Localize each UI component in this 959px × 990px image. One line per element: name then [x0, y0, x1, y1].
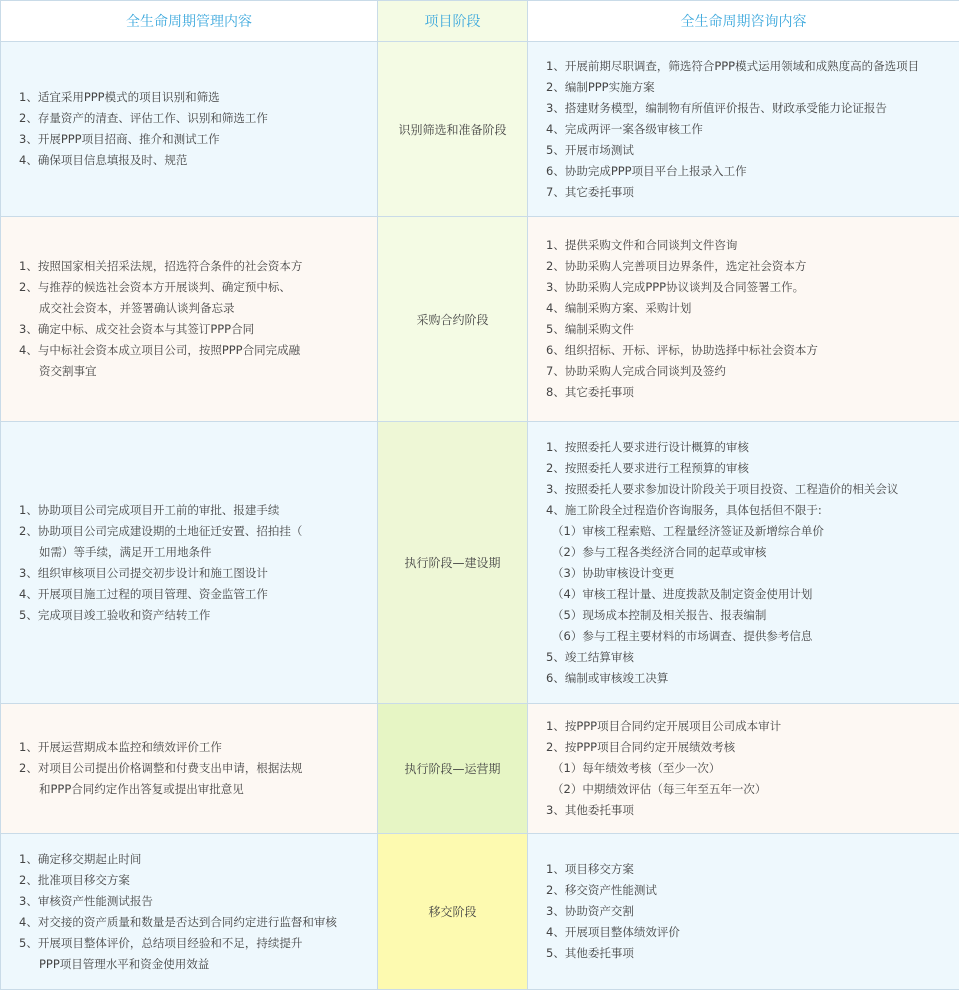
phase-cell: 执行阶段—建设期 [378, 422, 528, 704]
consulting-cell [528, 42, 959, 217]
list-item-text: 4、开展项目施工过程的项目管理、资金监管工作 [19, 587, 268, 601]
list-item-text: 5、其他委托事项 [546, 946, 634, 960]
list-item-text: 1、协助项目公司完成项目开工前的审批、报建手续 [19, 503, 279, 517]
phase-cell: 移交阶段 [378, 834, 528, 990]
list-item-text: 1、开展前期尽职调查，筛选符合PPP模式运用领域和成熟度高的备选项目 [546, 59, 919, 73]
list-item [19, 319, 369, 340]
list-item-text: 6、编制或审核竣工决算 [546, 671, 668, 685]
phase-cell: 采购合约阶段 [378, 217, 528, 422]
header-row [1, 1, 959, 42]
list-item-text: 2、按照委托人要求进行工程预算的审核 [546, 461, 749, 475]
list-item [546, 382, 951, 403]
header-consulting-content: 全生命周期咨询内容 [528, 1, 959, 42]
list-item-text: 5、编制采购文件 [546, 322, 634, 336]
list-item [546, 182, 951, 203]
list-item [546, 943, 951, 964]
list-item [546, 859, 951, 880]
list-item-text: 3、搭建财务模型，编制物有所值评价报告、财政承受能力论证报告 [546, 101, 887, 115]
list-item-text: 2、协助项目公司完成建设期的土地征迁安置、招拍挂（ [19, 524, 302, 538]
consulting-cell [528, 217, 959, 422]
list-item [546, 437, 951, 458]
consulting-list [546, 235, 951, 403]
list-item [546, 458, 951, 479]
list-item-text: 1、确定移交期起止时间 [19, 852, 141, 866]
list-item-text: 3、协助资产交割 [546, 904, 634, 918]
list-item [546, 563, 951, 584]
list-item [546, 98, 951, 119]
management-cell [1, 422, 378, 704]
list-item [19, 108, 369, 129]
list-item-text: 4、完成两评一案各级审核工作 [546, 122, 703, 136]
list-item-text: 4、与中标社会资本成立项目公司，按照PPP合同完成融 [19, 343, 300, 357]
list-item [546, 256, 951, 277]
list-item-text: 1、提供采购文件和合同谈判文件咨询 [546, 238, 737, 252]
list-item-text: 4、编制采购方案、采购计划 [546, 301, 691, 315]
list-item [19, 129, 369, 150]
list-item [546, 880, 951, 901]
management-list [19, 256, 369, 382]
list-item-text: 5、开展项目整体评价，总结项目经验和不足，持续提升 [19, 936, 302, 950]
list-item [19, 758, 369, 800]
consulting-list [546, 437, 951, 689]
list-item [546, 277, 951, 298]
list-item [19, 87, 369, 108]
consulting-list [546, 716, 951, 821]
management-cell [1, 834, 378, 990]
list-item-continuation: 和PPP合同约定作出答复或提出审批意见 [19, 779, 369, 800]
list-item-text: 2、批准项目移交方案 [19, 873, 130, 887]
list-item-text: 5、开展市场测试 [546, 143, 634, 157]
list-item [546, 737, 951, 758]
consulting-list [546, 56, 951, 203]
list-item [546, 647, 951, 668]
list-item [546, 56, 951, 77]
phase-cell: 识别筛选和准备阶段 [378, 42, 528, 217]
consulting-cell [528, 704, 959, 834]
list-item [546, 140, 951, 161]
list-item-text: 3、确定中标、成交社会资本与其签订PPP合同 [19, 322, 254, 336]
list-item-text: 1、按PPP项目合同约定开展项目公司成本审计 [546, 719, 781, 733]
list-item [19, 891, 369, 912]
table-row [1, 42, 959, 217]
consulting-cell [528, 834, 959, 990]
management-list [19, 849, 369, 975]
management-list [19, 500, 369, 626]
list-item-text: 3、其他委托事项 [546, 803, 634, 817]
list-item [546, 901, 951, 922]
list-item-text: 3、协助采购人完成PPP协议谈判及合同签署工作。 [546, 280, 804, 294]
management-cell [1, 704, 378, 834]
list-item-continuation: 成交社会资本，并签署确认谈判备忘录 [19, 298, 369, 319]
list-item [19, 605, 369, 626]
list-item-text: 5、竣工结算审核 [546, 650, 634, 664]
list-item-text: （2）中期绩效评估（每三年至五年一次） [552, 782, 766, 796]
list-item [546, 800, 951, 821]
list-item-text: 2、按PPP项目合同约定开展绩效考核 [546, 740, 735, 754]
list-item [546, 584, 951, 605]
list-item [546, 779, 951, 800]
list-item [19, 563, 369, 584]
list-item-text: 2、存量资产的清查、评估工作、识别和筛选工作 [19, 111, 268, 125]
list-item-text: 8、其它委托事项 [546, 385, 634, 399]
list-item [19, 521, 369, 563]
list-item [546, 542, 951, 563]
management-cell [1, 42, 378, 217]
list-item [19, 256, 369, 277]
list-item [19, 340, 369, 382]
list-item-text: 1、按照国家相关招采法规，招选符合条件的社会资本方 [19, 259, 302, 273]
table-row [1, 704, 959, 834]
list-item-text: （3）协助审核设计变更 [552, 566, 674, 580]
list-item-text: （4）审核工程计量、进度拨款及制定资金使用计划 [552, 587, 812, 601]
list-item-text: 4、开展项目整体绩效评价 [546, 925, 680, 939]
list-item-text: 1、开展运营期成本监控和绩效评价工作 [19, 740, 222, 754]
list-item [546, 235, 951, 256]
list-item [19, 277, 369, 319]
list-item-text: 6、协助完成PPP项目平台上报录入工作 [546, 164, 747, 178]
list-item-text: 1、项目移交方案 [546, 862, 634, 876]
list-item [546, 521, 951, 542]
list-item [546, 922, 951, 943]
management-list [19, 737, 369, 800]
list-item-text: （1）审核工程索赔、工程量经济签证及新增综合单价 [552, 524, 824, 538]
list-item-text: （2）参与工程各类经济合同的起草或审核 [552, 545, 766, 559]
header-project-phase: 项目阶段 [378, 1, 528, 42]
list-item-continuation: 如需）等手续，满足开工用地条件 [19, 542, 369, 563]
table-row [1, 422, 959, 704]
list-item-text: 4、施工阶段全过程造价咨询服务，具体包括但不限于: [546, 503, 822, 517]
list-item-text: 4、确保项目信息填报及时、规范 [19, 153, 187, 167]
list-item-text: 3、组织审核项目公司提交初步设计和施工图设计 [19, 566, 268, 580]
list-item [546, 319, 951, 340]
management-list [19, 87, 369, 171]
consulting-list [546, 859, 951, 964]
list-item-continuation: 资交割事宜 [19, 361, 369, 382]
list-item [546, 626, 951, 647]
list-item [19, 584, 369, 605]
list-item [546, 479, 951, 500]
list-item-text: 2、移交资产性能测试 [546, 883, 657, 897]
list-item-text: （1）每年绩效考核（至少一次） [552, 761, 720, 775]
management-cell [1, 217, 378, 422]
list-item [546, 298, 951, 319]
list-item [19, 737, 369, 758]
phase-cell: 执行阶段—运营期 [378, 704, 528, 834]
table-row [1, 217, 959, 422]
list-item [546, 361, 951, 382]
list-item [546, 758, 951, 779]
list-item [546, 716, 951, 737]
list-item [546, 500, 951, 521]
list-item [19, 849, 369, 870]
list-item-text: 7、协助采购人完成合同谈判及签约 [546, 364, 726, 378]
list-item [546, 340, 951, 361]
list-item-text: 1、按照委托人要求进行设计概算的审核 [546, 440, 749, 454]
list-item-text: （6）参与工程主要材料的市场调查、提供参考信息 [552, 629, 812, 643]
list-item [546, 161, 951, 182]
list-item-text: 7、其它委托事项 [546, 185, 634, 199]
header-management-content: 全生命周期管理内容 [1, 1, 378, 42]
list-item-text: 4、对交接的资产质量和数量是否达到合同约定进行监督和审核 [19, 915, 337, 929]
list-item [546, 668, 951, 689]
list-item-text: 2、与推荐的候选社会资本方开展谈判、确定预中标、 [19, 280, 291, 294]
list-item-text: 6、组织招标、开标、评标，协助选择中标社会资本方 [546, 343, 818, 357]
list-item [19, 150, 369, 171]
list-item [19, 912, 369, 933]
list-item-text: 3、开展PPP项目招商、推介和测试工作 [19, 132, 220, 146]
list-item-text: 2、对项目公司提出价格调整和付费支出申请，根据法规 [19, 761, 302, 775]
list-item-text: 2、协助采购人完善项目边界条件，选定社会资本方 [546, 259, 806, 273]
list-item-text: 2、编制PPP实施方案 [546, 80, 655, 94]
list-item-text: 3、审核资产性能测试报告 [19, 894, 153, 908]
list-item [546, 605, 951, 626]
list-item-text: （5）现场成本控制及相关报告、报表编制 [552, 608, 766, 622]
consulting-cell [528, 422, 959, 704]
list-item [546, 119, 951, 140]
list-item [19, 500, 369, 521]
list-item [546, 77, 951, 98]
list-item-text: 1、适宜采用PPP模式的项目识别和筛选 [19, 90, 220, 104]
list-item [19, 933, 369, 975]
list-item-text: 3、按照委托人要求参加设计阶段关于项目投资、工程造价的相关会议 [546, 482, 898, 496]
list-item-text: 5、完成项目竣工验收和资产结转工作 [19, 608, 210, 622]
list-item [19, 870, 369, 891]
list-item-continuation: PPP项目管理水平和资金使用效益 [19, 954, 369, 975]
table-row [1, 834, 959, 990]
